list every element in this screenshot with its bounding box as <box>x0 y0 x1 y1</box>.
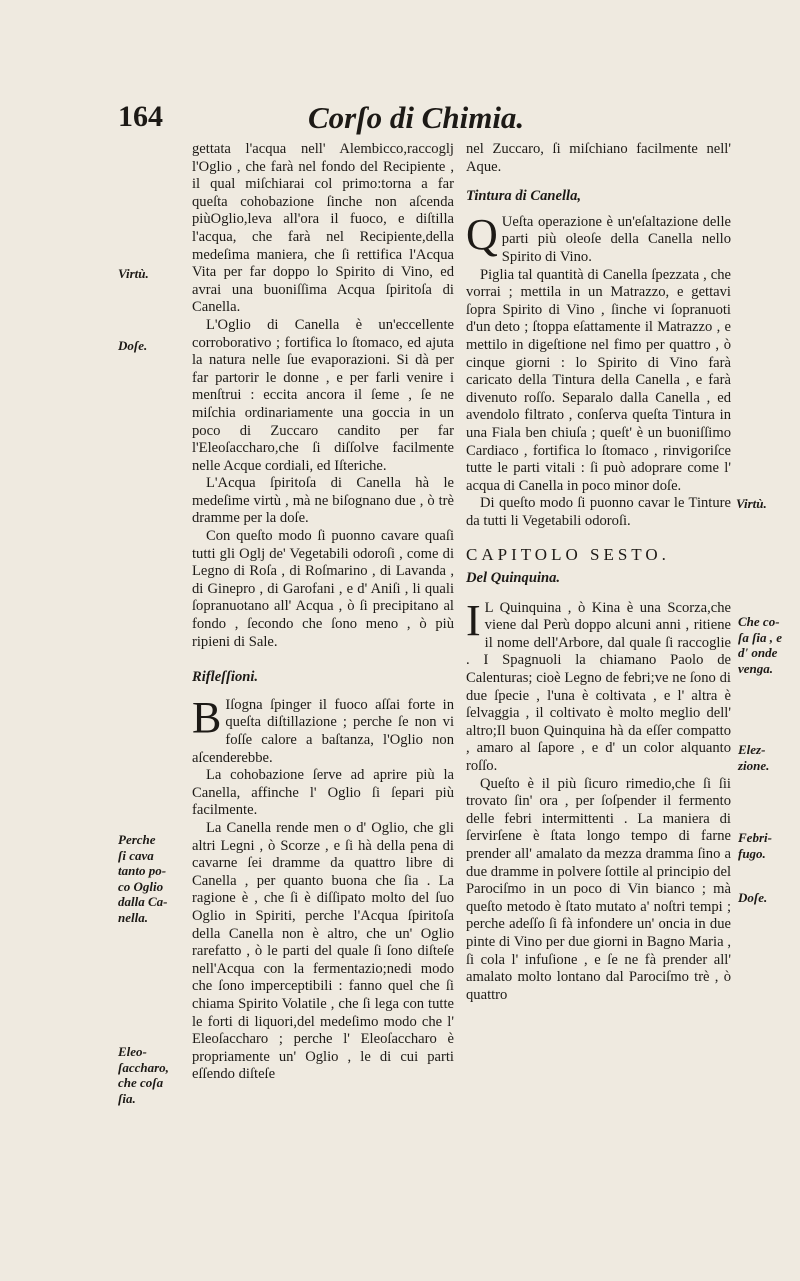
paragraph: L'Acqua ſpiritoſa di Canella hà le medeſime virtù , mà ne biſognano due , ò trè dramme per la doſe. <box>192 475 454 527</box>
drop-cap: I <box>466 595 481 645</box>
paragraph <box>192 692 454 767</box>
margin-note-dose: Doſe. <box>118 338 148 353</box>
margin-note-virtu: Virtù. <box>118 266 149 281</box>
margin-note-virtu-right: Virtù. <box>736 496 767 511</box>
paragraph: Queſto è il più ſicuro rimedio,che ſi ſii trovato ſin' ora , per ſoſpender il fermento delle febri intermittenti . La maniera di ſervirſene è ſtata longo tempo di farne prender all' amalato da mezza dramma ſino a due dramme in polvere ſottile al principio del Parociſmo in un poco di Vin bianco ; mà queſto metodo è ſtato mutato a' noſtri tempi ; perche adeſſo ſi fà infondere un' oncia in due pinte di Vino per due giorni in Bagno Maria , ſi cola l' infuſione , e ſe ne fà prender all' amalato molto lontano dal Parociſmo trè , ò quattro <box>466 775 731 1003</box>
paragraph-text: Iſogna ſpinger il fuoco aſſai forte in queſta diſtillazione ; perche ſe non vi foſſe calore a baſtanza, l'Oglio non aſcenderebbe. <box>192 696 454 766</box>
section-title: Rifleſſioni. <box>192 669 259 686</box>
margin-note-line: Che co- <box>738 614 780 629</box>
paragraph-text: L Quinquina , ò Kina è una Scorza,che viene dal Perù doppo alcuni anni , ritiene il nome dell'Arbore, dal quale ſi raccoglie . I Spagnuoli la chiamano Paolo de Calenturas; cioè Legno de febri;ve ne ſono di due ſpecie , l'una è coltivata , e l' altra è ſelvaggia , il coltivato è molto meglio dell' altro;Il buon Quinquina hà da eſſer compatto , amaro al ſapore , e d' un color alquanto roſſo. <box>466 599 731 774</box>
drop-cap: B <box>192 692 222 742</box>
left-column <box>192 141 454 1084</box>
margin-note-line: Perche <box>118 832 156 847</box>
paragraph <box>466 209 731 267</box>
margin-note-line: fugo. <box>738 845 766 861</box>
paragraph: La Canella rende men o d' Oglio, che gli altri Legni , ò Scorze , e ſi hà della pena di cavarne ſei dramme da quattro libre di Canella , per quanto buona che ſia . La ragione è , che ſi è diſſipato molto del ſuo Oglio in Spiriti, perche l'Acqua ſpiritoſa della Canella non è altro, che un' Oglio rarefatto , ò le parti del quale ſi ſono diſteſe nell'Acqua con la fermentazio;nedi modo che ſono imperceptibili : fanno quel che ſi chiama Spirito Volatile , che ſi lega con tutte le forti di liquori,del medeſimo modo che l' Eleoſaccharo ; perche l' Eleoſaccharo è propriamente un' Oglio , le di cui parti eſſendo diſteſe <box>192 819 454 1083</box>
margin-note-line: co Oglio <box>118 878 164 894</box>
margin-note-line: Elez- <box>738 742 766 757</box>
margin-note-line: nella. <box>118 909 148 925</box>
paragraph: Con queſto modo ſi puonno cavare quaſi tutti gli Oglj de' Vegetabili odoroſi , come di Legno di Roſa , di Roſmarino , di Lavanda , di Ginepro , di Garofani , e d' Aniſi , li quali ſopranuotano all' Acqua , ò ſi precipitano al fondo , ſecondo che ſono meno , ò più ripieni di Sale. <box>192 528 454 650</box>
page-header <box>118 100 738 140</box>
paragraph: Di queſto modo ſi puonno cavar le Tinture da tutti li Vegetabili odoroſi. <box>466 495 731 529</box>
paragraph: L'Oglio di Canella è un'eccellente corroborativo ; fortifica lo ſtomaco, ed ajuta la natura nelle ſue evaporazioni. Si dà per far partorir le donne , e per farli venire i menſtrui : eccita ancora il ſeme , ſe ne miſchia ordinariamente una goccia in un poco di Zuccaro candito per far l'Eleoſaccharo,che ſi diſſolve facilmente nelle Acque cordiali, ed Iſteriche. <box>192 316 454 474</box>
drop-cap: Q <box>466 209 498 259</box>
running-title: Corſo di Chimia. <box>308 100 525 135</box>
paragraph: nel Zuccaro, ſi miſchiano facilmente nell' Aque. <box>466 141 731 175</box>
margin-note-election <box>738 742 769 773</box>
section-title: Tintura di Canella, <box>466 188 582 205</box>
margin-note-eleosaccharo <box>118 1044 169 1106</box>
margin-note-line: ſia. <box>118 1090 136 1106</box>
margin-note-line: ſaccharo, <box>118 1059 169 1075</box>
margin-note-line: d' onde <box>738 645 778 660</box>
chapter-subtitle: Del Quinquina. <box>466 570 561 587</box>
margin-note-line: dalla Ca- <box>118 894 168 909</box>
margin-note-febrifugo <box>738 830 772 861</box>
right-column <box>466 141 731 1004</box>
margin-note-line: ſi cava <box>118 847 154 863</box>
paragraph-text: Ueſta operazione è un'eſaltazione delle parti più oleoſe della Canella nello Spirito di Vino. <box>501 213 731 265</box>
margin-note-line: ſa ſia , e <box>738 629 783 645</box>
page-number: 164 <box>118 100 163 133</box>
margin-note-line: venga. <box>738 660 774 676</box>
margin-note-origin <box>738 614 782 676</box>
margin-note-line: zione. <box>738 757 770 773</box>
paragraph <box>466 595 731 776</box>
paragraph: gettata l'acqua nell' Alembicco,raccoglj l'Oglio , che farà nel fondo del Recipiente , il qual miſchiarai col primo:torna a far queſta cohobazione ſinche non aſcenda piùOglio,leva all'ora il fuoco, e diſtilla l'acqua, che farà nel Recipiente,della medeſima maniera, che ſi rettifica l'Acqua Vita per far doppo lo Spirito di Vino, ed avrai una buoniſſima Acqua ſpiritoſa di Canella. <box>192 141 454 316</box>
margin-note-line: Eleo- <box>118 1044 147 1059</box>
margin-note-line: Febri- <box>738 830 772 845</box>
paragraph: La cohobazione ſerve ad aprire più la Canella, affinche l' Oglio ſi ſepari più facilmente. <box>192 767 454 819</box>
margin-note-dose-right: Doſe. <box>738 890 768 905</box>
margin-note-perche <box>118 832 167 925</box>
margin-note-line: tanto po- <box>118 863 167 878</box>
margin-note-line: che coſa <box>118 1075 164 1090</box>
chapter-heading: CAPITOLO SESTO. <box>466 545 670 565</box>
paragraph: Piglia tal quantità di Canella ſpezzata , che vorrai ; mettila in un Matrazzo, e gettavi ſopra Spirito di Vino , ſinche vi ſopranuoti d'un deto ; ſtoppa eſattamente il Matrazzo , e mettilo in digeſtione nel fimo per quattro , ò cinque giorni : lo Spirito di Vino farà caricato della Tintura della Canella , e farà divenuto roſſo. Separalo dalla Canella , ed avendolo filtrato , conſerva queſta Tintura in una Fiala ben chiuſa ; queſt' è un buoniſſimo Cardiaco , fortifica lo ſtomaco , rinvigoriſce tutte le parti vitali : ſi può adoprare come l' acqua di Canella in poco minor doſe. <box>466 266 731 494</box>
